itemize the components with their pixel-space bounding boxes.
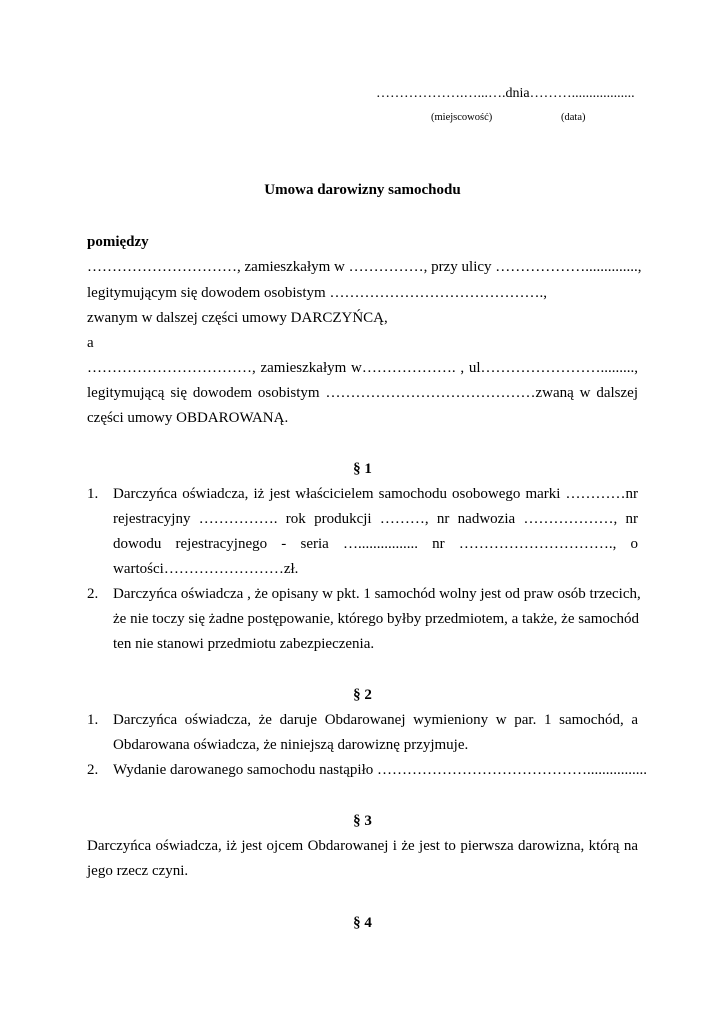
donee-line-1: ……………………………, zamieszkałym w………………. , ul……………………........., (87, 360, 638, 376)
section-3-heading: § 3 (353, 813, 372, 829)
s1-item-1-line-2: rejestracyjny ……………. rok produkcji ………, nr nadwozia ………………, nr (113, 511, 638, 527)
s1-item-1-line-3: dowodu rejestracyjnego - seria …................ nr …………………………., o (113, 536, 638, 552)
donor-line-3: zwanym w dalszej części umowy DARCZYŃCĄ, (87, 310, 388, 326)
s3-line-2: jego rzecz czyni. (87, 863, 189, 879)
s2-item-1-line-1: Darczyńca oświadcza, że daruje Obdarowanej wymieniony w par. 1 samochód, a (113, 712, 638, 728)
section-4-heading: § 4 (353, 915, 372, 931)
s3-line-1: Darczyńca oświadcza, iż jest ojcem Obdarowanej i że jest to pierwsza darowizna, którą na (87, 838, 638, 854)
place-date-line: ……………….…...….dnia……….................. (376, 86, 635, 101)
s2-item-1-number: 1. (87, 712, 99, 728)
donee-line-2: legitymującą się dowodem osobistym ……………………………………zwaną w dalszej (87, 385, 638, 401)
s1-item-2-line-3: ten nie stanowi przedmiotu zabezpieczenia. (113, 636, 375, 652)
s2-item-2-line-1: Wydanie darowanego samochodu nastąpiło ……………………………………................ (113, 762, 648, 778)
section-1-heading: § 1 (353, 461, 372, 477)
donor-line-2: legitymującym się dowodem osobistym ……………………………………., (87, 285, 547, 301)
s1-item-1-line-4: wartości……………………zł. (113, 561, 299, 577)
section-2-heading: § 2 (353, 687, 372, 703)
s2-item-1-line-2: Obdarowana oświadcza, że niniejszą darowiznę przyjmuje. (113, 737, 469, 753)
place-caption: (miejscowość) (431, 112, 493, 123)
donee-line-3: części umowy OBDAROWANĄ. (87, 410, 289, 426)
date-caption: (data) (561, 112, 586, 123)
s1-item-2-line-1: Darczyńca oświadcza , że opisany w pkt. 1 samochód wolny jest od praw osób trzecich, (113, 586, 641, 602)
parties-heading: pomiędzy (87, 234, 149, 250)
s1-item-2-line-2: że nie toczy się żadne postępowanie, którego byłby przedmiotem, a także, że samochód (113, 611, 640, 627)
s2-item-2-number: 2. (87, 762, 99, 778)
s1-item-1-number: 1. (87, 486, 99, 502)
document-title: Umowa darowizny samochodu (264, 182, 461, 198)
s1-item-2-number: 2. (87, 586, 99, 602)
donor-line-1: …………………………, zamieszkałym w ……………, przy ulicy ……………….............., (87, 259, 642, 275)
s1-item-1-line-1: Darczyńca oświadcza, iż jest właścicielem samochodu osobowego marki …………nr (113, 486, 638, 502)
conjunction: a (87, 335, 94, 351)
